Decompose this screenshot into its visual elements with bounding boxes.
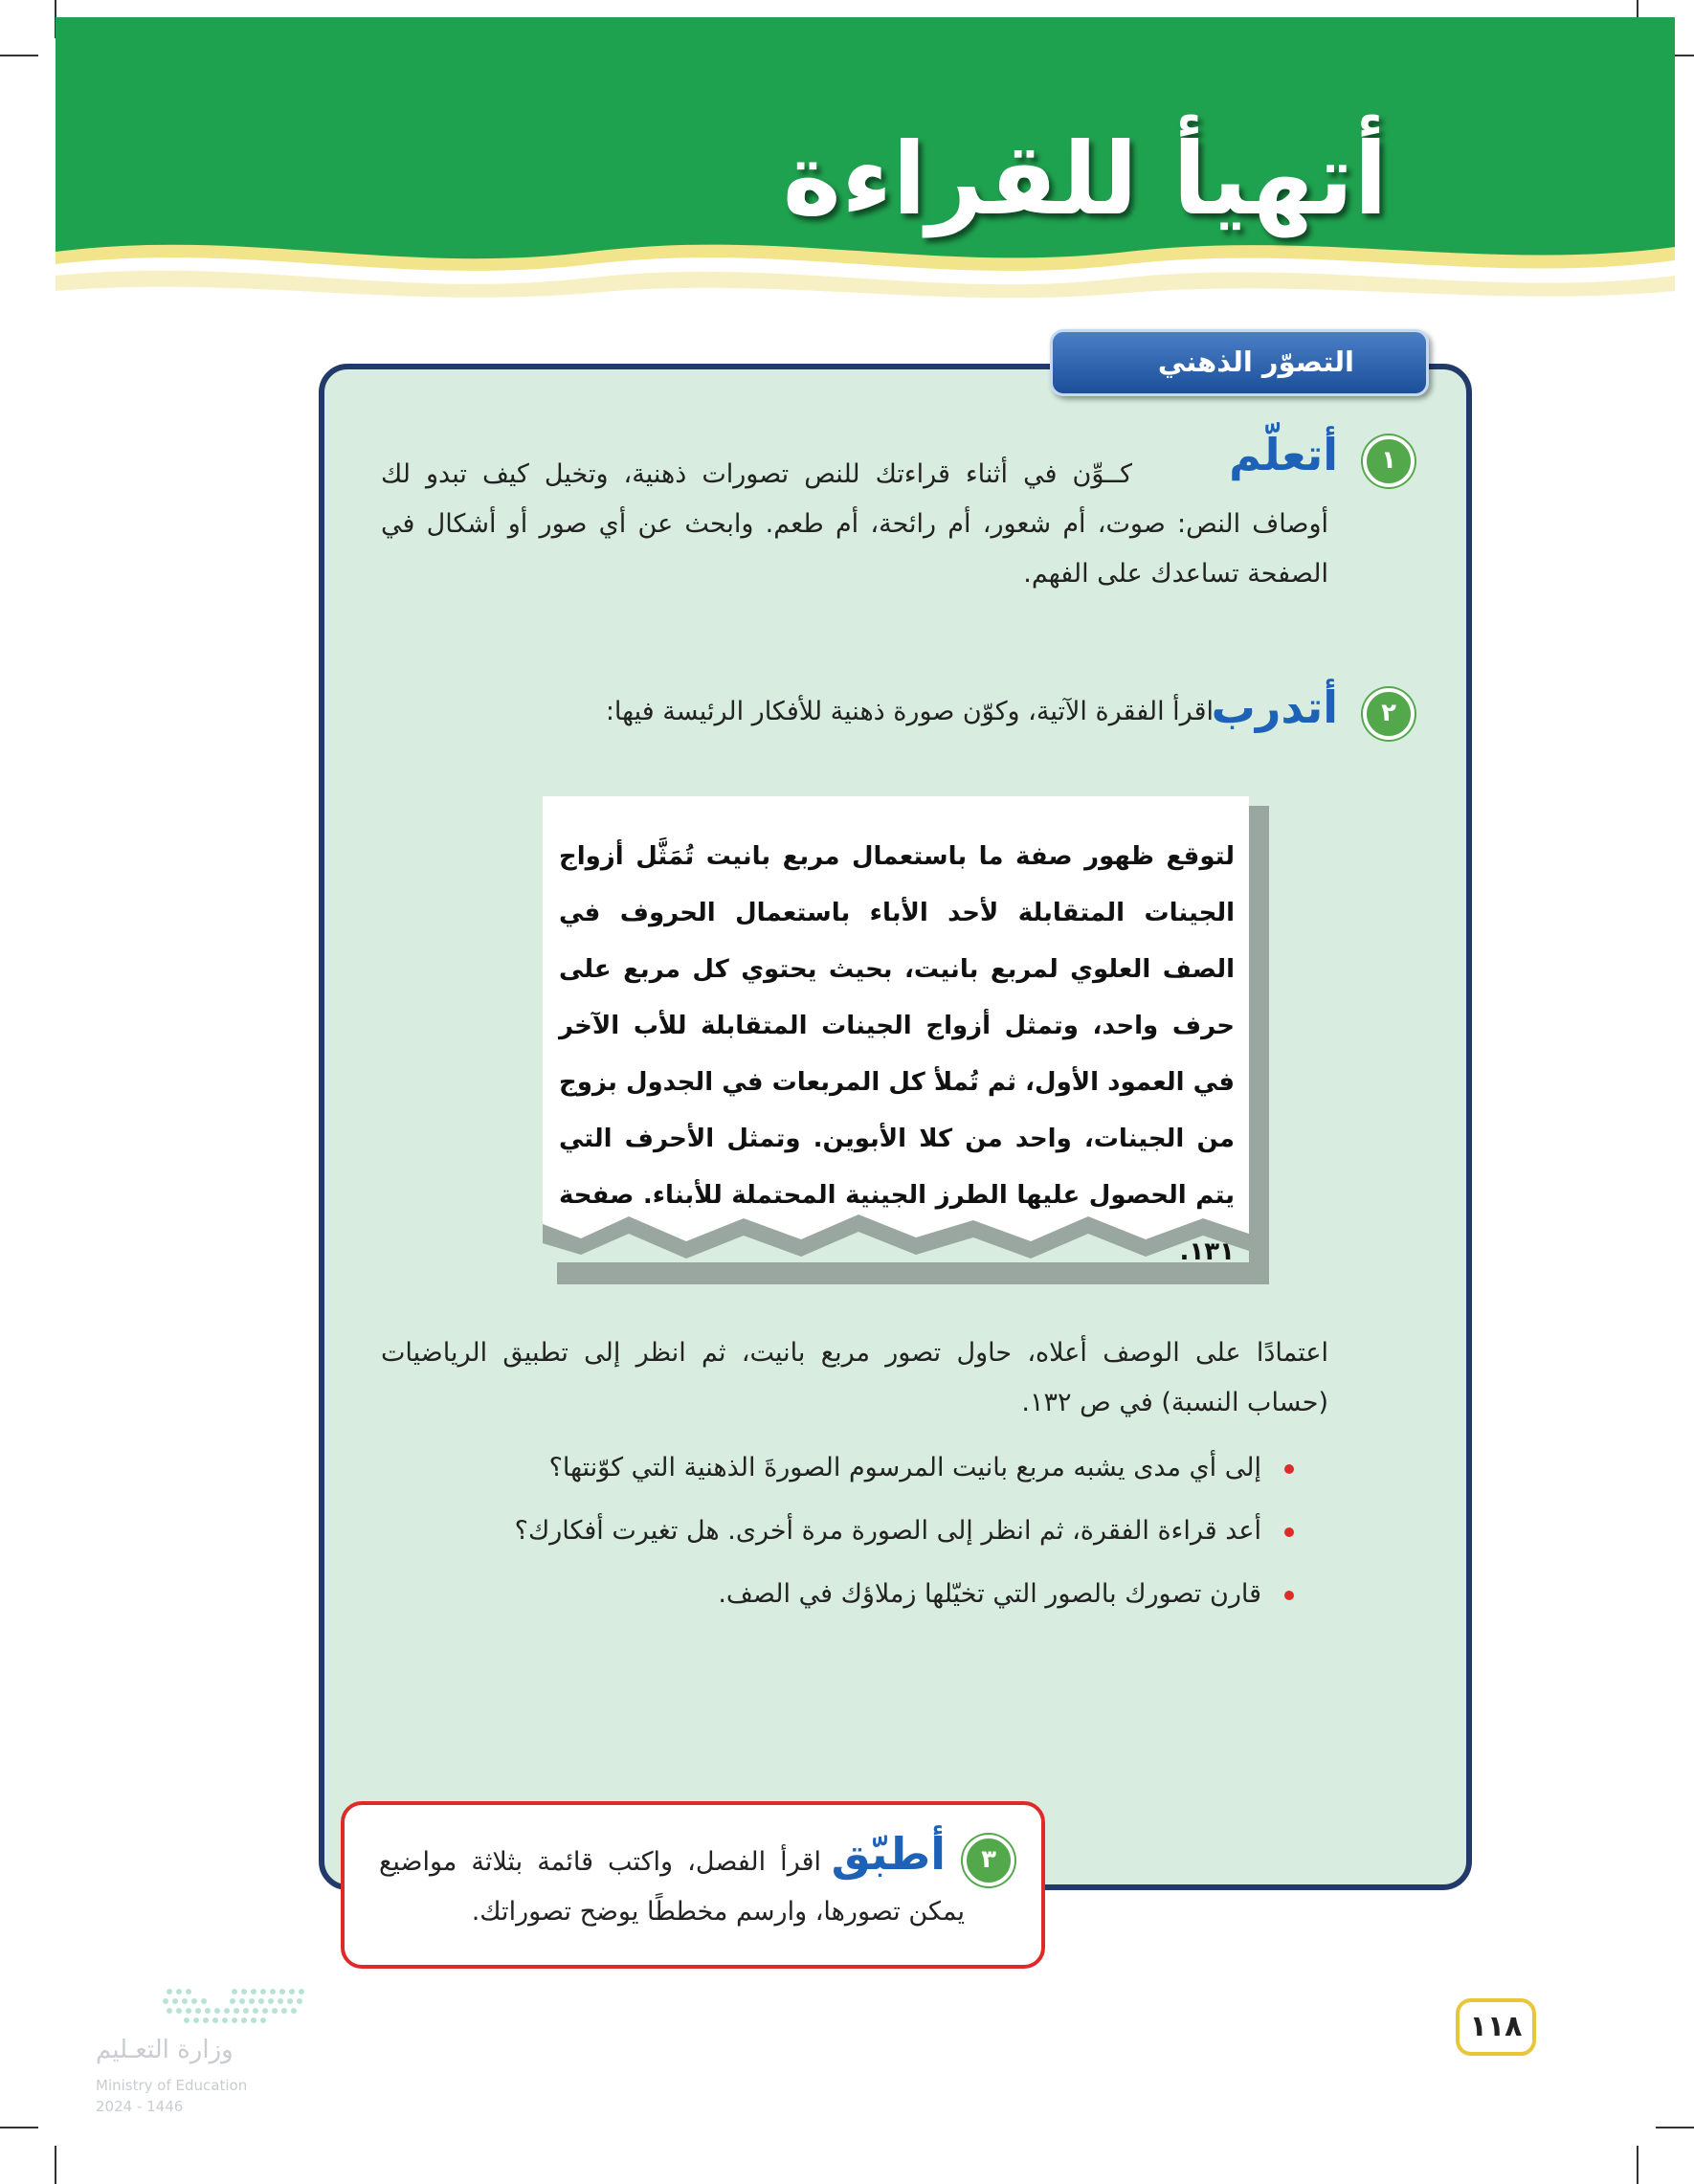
page-title: أتهيأ للقراءة	[782, 121, 1388, 237]
section-tab-label: التصوّر الذهني	[1157, 345, 1354, 378]
ministry-logo-dots	[91, 1986, 321, 2032]
crop-mark	[55, 2146, 56, 2184]
page-number: ١١٨	[1456, 1998, 1536, 2056]
apply-paragraph: اقرأ الفصل، واكتب قائمة بثلاثة مواضيع يمكن تصورها، وارسم مخططًا يوضح تصوراتك.	[379, 1847, 965, 1927]
list-item	[515, 1570, 1294, 1633]
learn-paragraph: كــوِّن في أثناء قراءتك للنص تصورات ذهنية، وتخيل كيف تبدو لك أوصاف النص: صوت، أم شعور، أم رائحة، أم طعم. وابحث عن أي صور أو أشكال في الصفحة تساعدك على الفهم.	[381, 459, 1328, 589]
step-number-badge: ٢	[1363, 688, 1415, 740]
list-item	[515, 1443, 1294, 1506]
bullet-dot	[1284, 1591, 1294, 1600]
crop-mark	[1656, 2127, 1694, 2128]
practice-passage: لتوقع ظهور صفة ما باستعمال مربع بانيت تُمَثَّل أزواج الجينات المتقابلة لأحد الأباء باستعمال الحروف في الصف العلوي لمربع بانيت، بحيث يحتوي كل مربع على حرف واحد، وتمثل أزواج الجينات المتقابلة للأب الآخر في العمود الأول، ثم تُملأ كل المربعات في الجدول بزوج من الجينات، واحد من كلا الأبوين. وتمثل الأحرف التي يتم الحصول عليها الطرز الجينية المحتملة للأبناء. صفحة ١٣١.	[559, 842, 1235, 1266]
bullet-dot	[1284, 1527, 1294, 1537]
list-item-text: قارن تصورك بالصور التي تخيّلها زملاؤك في الصف.	[718, 1579, 1261, 1609]
section-tab	[1050, 329, 1429, 396]
crop-mark	[1637, 2146, 1638, 2184]
edition-year: 2024 - 1446	[96, 2098, 184, 2115]
step-number-badge: ١	[1363, 435, 1415, 487]
ministry-name-ar: وزارة التعـليم	[96, 2036, 234, 2064]
practice-instruction: اقرأ الفقرة الآتية، وكوّن صورة ذهنية للأفكار الرئيسة فيها:	[605, 697, 1214, 726]
crop-mark	[0, 2127, 38, 2128]
ministry-name-en: Ministry of Education	[96, 2077, 248, 2094]
header-banner	[56, 17, 1675, 314]
learn-heading: أتعلّم	[1229, 429, 1338, 480]
crop-mark	[0, 55, 38, 56]
bullet-dot	[1284, 1464, 1294, 1474]
list-item-text: إلى أي مدى يشبه مربع بانيت المرسوم الصورةَ الذهنية التي كوّنتها؟	[548, 1453, 1261, 1482]
step-number-badge: ٣	[963, 1835, 1014, 1886]
practice-heading: أتدرب	[1211, 681, 1338, 733]
apply-heading: أطبّق	[831, 1828, 946, 1880]
practice-followup: اعتمادًا على الوصف أعلاه، حاول تصور مربع بانيت، ثم انظر إلى تطبيق الرياضيات (حساب النسبة) في ص ١٣٢.	[381, 1338, 1328, 1417]
ministry-logo	[91, 1986, 321, 2129]
list-item-text: أعد قراءة الفقرة، ثم انظر إلى الصورة مرة أخرى. هل تغيرت أفكارك؟	[514, 1516, 1261, 1546]
question-list	[515, 1443, 1294, 1633]
list-item	[515, 1506, 1294, 1570]
